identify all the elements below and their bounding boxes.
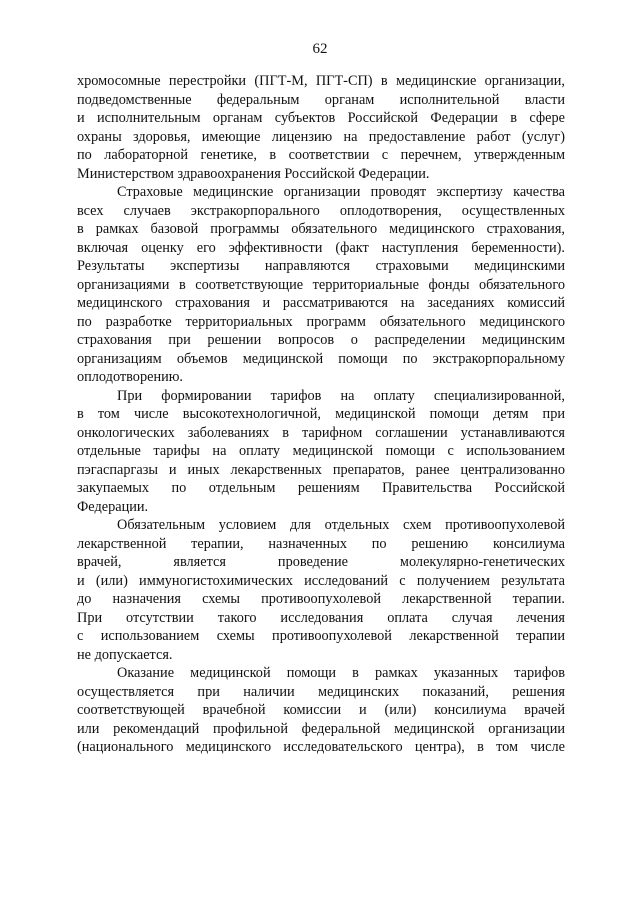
paragraph-2	[77, 183, 565, 387]
page-number: 62	[312, 41, 328, 57]
text-line: При формировании тарифов на оплату специализированной,	[117, 387, 565, 404]
text-line: всех случаев экстракорпорального оплодотворения, осуществленных	[77, 202, 565, 219]
text-line: в том числе высокотехнологичной, медицинской помощи детям при	[77, 406, 565, 422]
text-line: охраны здоровья, имеющие лицензию на предоставление работ (услуг)	[77, 128, 565, 145]
text-line: Оказание медицинской помощи в рамках указанных тарифов	[117, 665, 565, 681]
text-line: Министерством здравоохранения Российской Федерации.	[77, 165, 430, 182]
text-line: по лабораторной генетике, в соответствии с перечнем, утвержденным	[77, 147, 565, 163]
text-line: пэгаспаргазы и иных лекарственных препаратов, ранее централизованно	[77, 461, 565, 478]
text-line: врачей, является проведение молекулярно-генетических	[77, 554, 565, 570]
text-line: соответствующей врачебной комиссии и (или) консилиума врачей	[77, 702, 565, 718]
text-line: хромосомные перестройки (ПГТ-М, ПГТ-СП) в медицинские организации,	[77, 73, 565, 89]
text-line: в рамках базовой программы обязательного медицинского страхования,	[77, 221, 565, 237]
text-line: При отсутствии такого исследования оплата случая лечения	[77, 609, 565, 626]
text-line: закупаемых по отдельным решениям Правительства Российской	[77, 480, 565, 496]
text-line: или рекомендаций профильной федеральной медицинской организации	[77, 720, 565, 737]
text-line: страхования при решении вопросов о распределении медицинским	[77, 332, 565, 348]
text-line: осуществляется при наличии медицинских показаний, решения	[77, 683, 565, 700]
text-line: включая оценку его эффективности (факт наступления беременности).	[77, 239, 565, 256]
text-line: Результаты экспертизы направляются страховыми медицинскими	[77, 258, 565, 274]
text-line: (национального медицинского исследовательского центра), в том числе	[77, 739, 565, 755]
paragraph-1	[77, 72, 565, 183]
text-line: Обязательным условием для отдельных схем противоопухолевой	[117, 517, 565, 533]
text-line: лекарственной терапии, назначенных по решению консилиума	[77, 535, 565, 552]
paragraph-5	[77, 664, 565, 757]
text-line: по разработке территориальных программ обязательного медицинского	[77, 313, 565, 330]
text-line: Страховые медицинские организации проводят экспертизу качества	[117, 184, 565, 200]
text-line: Федерации.	[77, 498, 149, 515]
paragraph-4	[77, 516, 565, 664]
text-line: отдельные тарифы на оплату медицинской помощи с использованием	[77, 443, 565, 459]
text-line: организациями в соответствующие территориальные фонды обязательного	[77, 276, 565, 293]
text-line: с использованием схемы противоопухолевой лекарственной терапии	[77, 628, 565, 644]
text-line: организациям объемов медицинской помощи по экстракорпоральному	[77, 350, 565, 367]
text-line: не допускается.	[77, 646, 173, 663]
document-body	[77, 72, 565, 757]
text-line: онкологических заболеваниях в тарифном соглашении устанавливаются	[77, 424, 565, 441]
text-line: подведомственные федеральным органам исполнительной власти	[77, 91, 565, 108]
text-line: и исполнительным органам субъектов Российской Федерации в сфере	[77, 110, 565, 126]
text-line: и (или) иммуногистохимических исследований с получением результата	[77, 572, 565, 589]
text-line: медицинского страхования и рассматриваются на заседаниях комиссий	[77, 295, 565, 311]
text-line: оплодотворению.	[77, 369, 184, 385]
paragraph-3	[77, 387, 565, 517]
text-line: до назначения схемы противоопухолевой лекарственной терапии.	[77, 591, 565, 607]
